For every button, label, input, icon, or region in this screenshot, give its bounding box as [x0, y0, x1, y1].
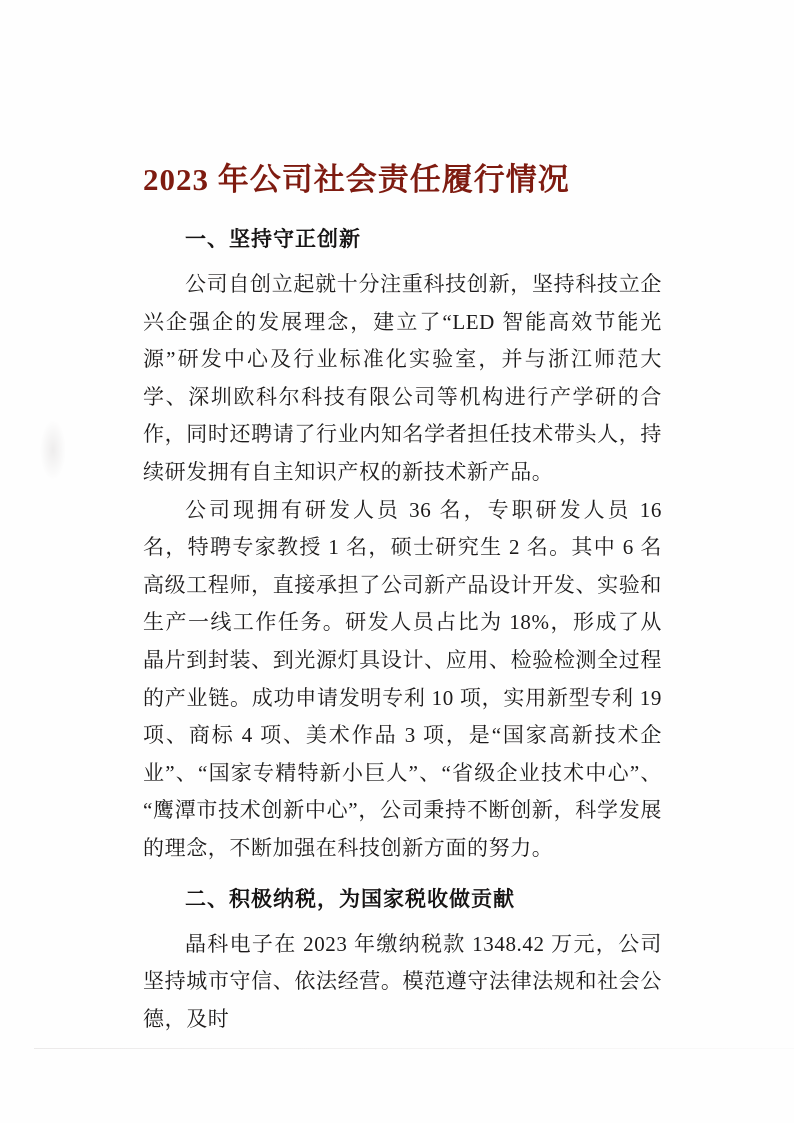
- scan-artifact-page-edge: [34, 1048, 794, 1049]
- section-1-paragraph-2: 公司现拥有研发人员 36 名，专职研发人员 16 名，特聘专家教授 1 名，硕士研究生 2 名。其中 6 名高级工程师，直接承担了公司新产品设计开发、实验和生产一线工作任务。研发人员占比为 18%，形成了从晶片到封装、到光源灯具设计、应用、检验检测全过程的产业链。成功申请发明专利 10 项，实用新型专利 19 项、商标 4 项、美术作品 3 项，是“国家高新技术企业”、“国家专精特新小巨人”、“省级企业技术中心”、“鹰潭市技术创新中心”，公司秉持不断创新，科学发展的理念，不断加强在科技创新方面的努力。: [143, 497, 662, 860]
- section-1-paragraph-1: 公司自创立起就十分注重科技创新，坚持科技立企兴企强企的发展理念，建立了“LED 智能高效节能光源”研发中心及行业标准化实验室，并与浙江师范大学、深圳欧科尔科技有限公司等机构进行产学研的合作，同时还聘请了行业内知名学者担任技术带头人，持续研发拥有自主知识产权的新技术新产品。: [143, 272, 662, 484]
- document-title: 2023 年公司社会责任履行情况: [143, 162, 570, 197]
- document-content: [143, 158, 662, 1038]
- section-1-heading: 一、坚持守正创新: [185, 227, 361, 251]
- scan-artifact-smudge: [40, 420, 66, 480]
- section-2-paragraph-1: 晶科电子在 2023 年缴纳税款 1348.42 万元，公司坚持城市守信、依法经营。模范遵守法律法规和社会公德，及时: [143, 931, 662, 1031]
- section-2-heading: 二、积极纳税，为国家税收做贡献: [185, 886, 515, 911]
